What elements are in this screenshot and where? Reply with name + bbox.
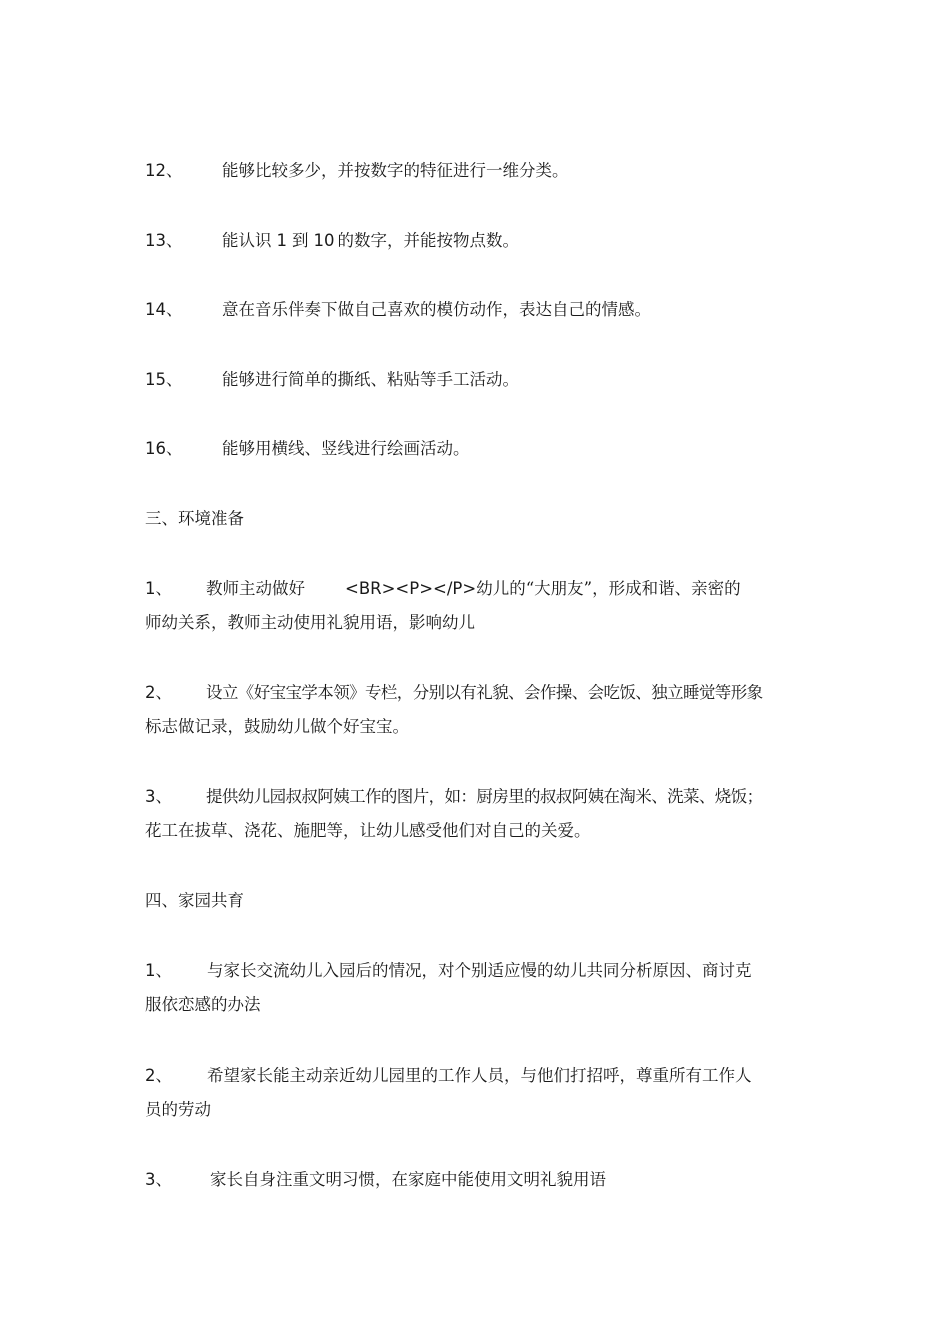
item-text (206, 579, 741, 599)
item-text: 能够进行简单的撕纸、粘贴等手工活动。 (222, 370, 519, 389)
item-number: 16、 (145, 439, 183, 458)
item-text-part: 幼儿的“大朋友”，形成和谐、亲密的 (476, 579, 741, 598)
item-number: 1、 (145, 961, 172, 980)
html-tag-text: <BR><P></P> (345, 579, 477, 598)
section-heading: 四、家园共育 (145, 891, 244, 910)
item-text-continued: 师幼关系，教师主动使用礼貌用语，影响幼儿 (145, 613, 475, 632)
item-text: 意在音乐伴奏下做自己喜欢的模仿动作，表达自己的情感。 (222, 300, 651, 319)
list-item (145, 1170, 172, 1190)
item-text-part: 的数字，并能按物点数。 (337, 231, 519, 250)
list-item (145, 161, 183, 181)
item-text-part: 到 (292, 231, 309, 250)
item-number: 1、 (145, 579, 172, 598)
item-number-inline: 10 (313, 231, 335, 250)
item-text-continued: 员的劳动 (145, 1100, 211, 1119)
item-text: 家长自身注重文明习惯，在家庭中能使用文明礼貌用语 (210, 1170, 606, 1189)
list-item (145, 300, 183, 320)
item-number: 3、 (145, 787, 172, 806)
item-number: 3、 (145, 1170, 172, 1189)
item-text: 设立《好宝宝学本领》专栏，分别以有礼貌、会作操、会吃饭、独立睡觉等形象 (206, 683, 763, 702)
list-item (145, 370, 183, 390)
item-text-continued: 花工在拔草、浇花、施肥等，让幼儿感受他们对自己的关爱。 (145, 821, 591, 840)
item-number-inline: 1 (276, 231, 287, 250)
item-text: 与家长交流幼儿入园后的情况，对个别适应慢的幼儿共同分析原因、商讨克 (207, 961, 752, 980)
item-text-part: 能认识 (222, 231, 272, 250)
list-item (145, 683, 172, 703)
list-item (145, 439, 183, 459)
item-number: 2、 (145, 1066, 172, 1085)
section-heading: 三、环境准备 (145, 509, 244, 528)
item-text-continued: 标志做记录，鼓励幼儿做个好宝宝。 (145, 717, 409, 736)
item-text: 提供幼儿园叔叔阿姨工作的图片，如：厨房里的叔叔阿姨在淘米、洗菜、烧饭； (206, 787, 763, 806)
item-text: 能够用横线、竖线进行绘画活动。 (222, 439, 470, 458)
item-number: 14、 (145, 300, 183, 319)
item-text: 能够比较多少，并按数字的特征进行一维分类。 (222, 161, 569, 180)
list-item (145, 1066, 172, 1086)
item-text-part: 教师主动做好 (206, 579, 305, 598)
list-item (145, 231, 183, 251)
item-number: 12、 (145, 161, 183, 180)
item-text-continued: 服依恋感的办法 (145, 995, 261, 1014)
item-number: 13、 (145, 231, 183, 250)
item-text: 希望家长能主动亲近幼儿园里的工作人员，与他们打招呼，尊重所有工作人 (207, 1066, 752, 1085)
list-item (145, 961, 172, 981)
item-text (222, 231, 519, 251)
item-number: 2、 (145, 683, 172, 702)
item-number: 15、 (145, 370, 183, 389)
list-item (145, 787, 172, 807)
list-item (145, 579, 172, 599)
